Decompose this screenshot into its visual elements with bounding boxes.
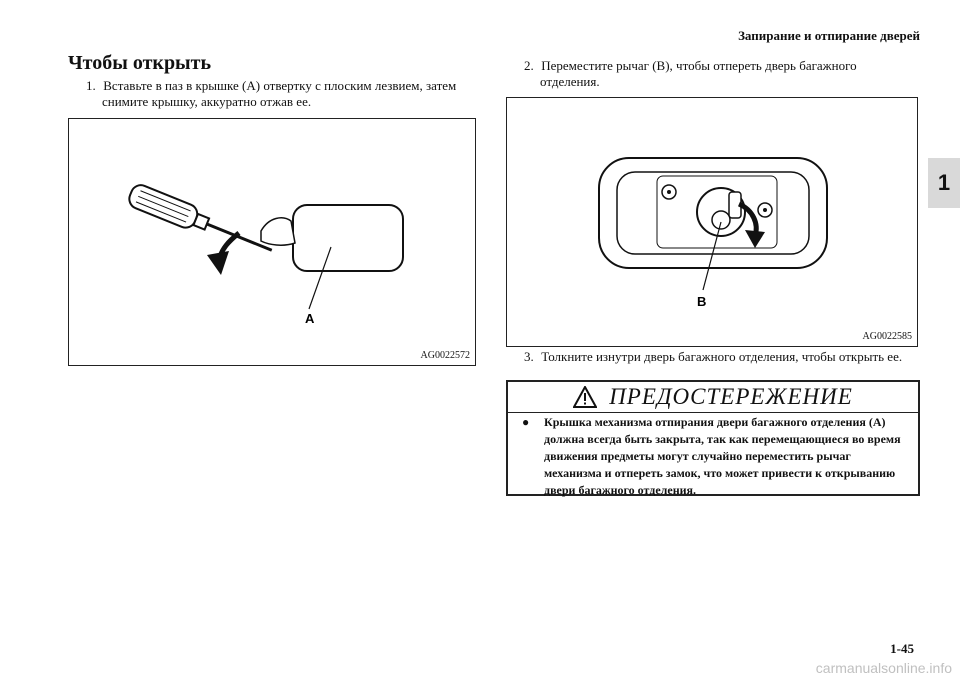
step-2 [524,58,904,90]
step-text-line: Толкните изнутри дверь багажного отделения, чтобы открыть ее. [541,349,903,364]
step-text-line: Вставьте в паз в крышке (A) отвертку с плоским лезвием, затем [103,78,457,93]
bullet-icon: ● [522,415,530,429]
page-number: 1-45 [890,641,914,656]
figure-code: AG0022572 [420,350,470,361]
warning-body [522,414,906,499]
callout-a: A [305,311,315,326]
step-number: 1. [86,78,96,93]
cover-a-shape [293,205,403,271]
callout-b: B [697,294,707,309]
step-number: 3. [524,349,534,364]
watermark: carmanualsonline.info [815,660,952,676]
step-number: 2. [524,58,534,73]
chapter-tab: 1 [928,158,960,208]
warning-box [506,380,920,496]
running-header: Запирание и отпирание дверей [738,28,920,43]
warning-text: Крышка механизма отпирания двери багажного отделения (A) должна всегда быть закрыта, так как перемещающиеся во время движения предметы могут случайно переместить рычаг механизма и отпереть замок, что может привести к открыванию двери багажного отделения. [544,415,901,497]
warning-title: ПРЕДОСТЕРЕЖЕНИЕ [609,384,853,409]
step-1 [86,78,486,110]
step-text-line: отделения. [540,74,600,89]
step-text-line: Переместите рычаг (B), чтобы отпереть дверь багажного [541,58,857,73]
warning-triangle-icon [573,386,597,408]
hand-icon [261,218,295,245]
step-3 [524,349,924,365]
step-text-line: снимите крышку, аккуратно отжав ее. [102,94,312,109]
figure-lever [506,97,918,347]
screwdriver-icon [126,182,276,261]
figure-code: AG0022585 [862,331,912,342]
section-title: Чтобы открыть [68,52,212,74]
warning-header [508,382,918,413]
screwdriver-cover-illustration [69,119,475,365]
lock-lever-illustration [507,98,917,346]
figure-remove-cover [68,118,476,366]
